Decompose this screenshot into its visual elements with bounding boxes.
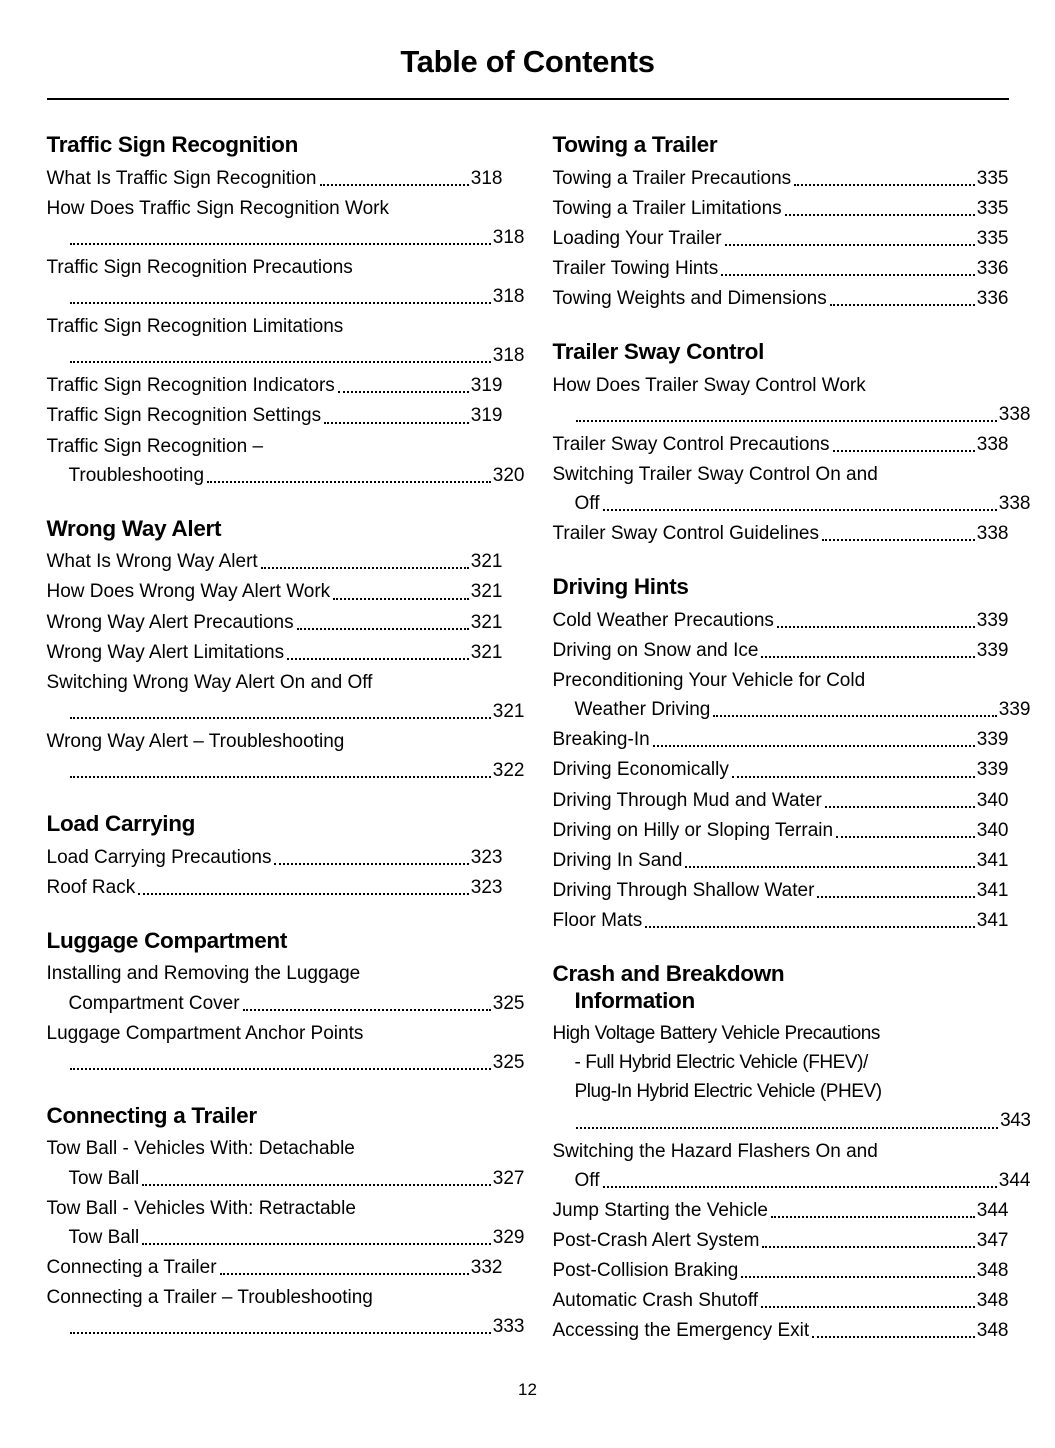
toc-entry-line: How Does Trailer Sway Control Work xyxy=(552,374,866,396)
toc-entry-page: 344 xyxy=(976,1199,1009,1221)
toc-entry-page: 323 xyxy=(470,876,503,898)
dot-leader xyxy=(142,1242,491,1245)
toc-entry-leader xyxy=(47,165,503,193)
toc-entry-label: Trailer Sway Control Precautions xyxy=(552,433,830,455)
toc-entry-leader xyxy=(47,1254,503,1282)
toc-entry[interactable] xyxy=(553,877,1009,905)
toc-entry-page: 320 xyxy=(492,464,525,486)
dot-leader xyxy=(771,1215,975,1218)
toc-section-heading: Connecting a Trailer xyxy=(46,1102,257,1128)
toc-entry[interactable] xyxy=(46,1135,525,1192)
toc-entry-line: Connecting a Trailer – Troubleshooting xyxy=(46,1287,373,1309)
toc-entry[interactable] xyxy=(553,431,1009,459)
dot-leader xyxy=(761,655,974,658)
dot-leader xyxy=(324,421,469,424)
toc-entry[interactable] xyxy=(553,1257,1009,1285)
toc-entry-page: 335 xyxy=(976,197,1009,219)
toc-entry-leader xyxy=(47,1224,525,1252)
dot-leader xyxy=(297,627,469,630)
toc-section-heading: Luggage Compartment xyxy=(46,927,288,953)
toc-entry[interactable] xyxy=(552,461,1031,518)
toc-entry-leader xyxy=(553,1257,1009,1285)
toc-entry-leader xyxy=(47,698,525,726)
toc-entry-page: 319 xyxy=(470,405,503,427)
toc-entry[interactable] xyxy=(552,1138,1031,1195)
toc-entry-label: Automatic Crash Shutoff xyxy=(552,1290,759,1312)
toc-entry[interactable] xyxy=(553,255,1009,283)
toc-entry-label: Jump Starting the Vehicle xyxy=(552,1199,768,1221)
toc-entry-leader xyxy=(553,756,1009,784)
toc-entry-leader xyxy=(47,342,525,370)
toc-entry-page: 348 xyxy=(976,1320,1009,1342)
dot-leader xyxy=(261,566,469,569)
toc-entry[interactable] xyxy=(553,520,1009,548)
toc-entry-page: 338 xyxy=(998,403,1031,425)
toc-entry-leader xyxy=(553,225,1009,253)
toc-entry-leader xyxy=(47,283,525,311)
toc-entry[interactable] xyxy=(553,907,1009,935)
toc-entry[interactable] xyxy=(552,667,1031,724)
toc-entry-line: Luggage Compartment Anchor Points xyxy=(46,1022,364,1044)
dot-leader xyxy=(333,597,469,600)
toc-entry-leader xyxy=(553,1227,1009,1255)
toc-entry-leader xyxy=(553,726,1009,754)
toc-entry-leader xyxy=(47,990,525,1018)
toc-entry-page: 344 xyxy=(998,1169,1031,1191)
toc-right-column xyxy=(552,132,1031,1347)
dot-leader xyxy=(70,242,491,245)
toc-entry[interactable] xyxy=(553,1227,1009,1255)
dot-leader xyxy=(645,925,975,928)
toc-entry-page: 325 xyxy=(492,992,525,1014)
toc-entry-leader xyxy=(47,1049,525,1077)
toc-entry-line: Switching Wrong Way Alert On and Off xyxy=(46,671,373,693)
toc-entry-label: Weather Driving xyxy=(574,699,711,721)
toc-entry-leader xyxy=(47,372,503,400)
dot-leader xyxy=(142,1183,491,1186)
toc-entry-label: Breaking-In xyxy=(552,729,650,751)
toc-entry-line: Switching Trailer Sway Control On and xyxy=(552,463,878,485)
toc-entry-leader xyxy=(553,787,1009,815)
toc-entry-page: 341 xyxy=(976,909,1009,931)
toc-section-heading: Trailer Sway Control xyxy=(552,339,765,365)
dot-leader xyxy=(741,1275,974,1278)
toc-entry-leader xyxy=(47,224,525,252)
toc-entry-label: Accessing the Emergency Exit xyxy=(552,1320,810,1342)
toc-entry-leader xyxy=(553,877,1009,905)
toc-entry[interactable] xyxy=(47,844,503,872)
toc-entry-page: 325 xyxy=(492,1051,525,1073)
toc-entry-page: 339 xyxy=(998,699,1031,721)
toc-entry[interactable] xyxy=(553,817,1009,845)
toc-entry-line: Installing and Removing the Luggage xyxy=(46,963,361,985)
toc-entry-leader xyxy=(553,607,1009,635)
dot-leader xyxy=(836,835,975,838)
toc-entry-page: 341 xyxy=(976,849,1009,871)
toc-entry-page: 339 xyxy=(976,729,1009,751)
toc-entry[interactable] xyxy=(553,637,1009,665)
toc-left-column xyxy=(46,132,525,1347)
toc-entry-line: Tow Ball - Vehicles With: Retractable xyxy=(46,1197,356,1219)
toc-entry-leader xyxy=(553,1107,1031,1135)
toc-entry-label: Driving on Hilly or Sloping Terrain xyxy=(552,819,834,841)
toc-section-heading-line: Crash and Breakdown xyxy=(552,961,785,987)
toc-entry[interactable] xyxy=(553,165,1009,193)
toc-entry-leader xyxy=(47,578,503,606)
toc-entry-label: Off xyxy=(574,1169,600,1191)
toc-entry-page: 348 xyxy=(976,1260,1009,1282)
toc-entry-label: Driving Through Mud and Water xyxy=(552,789,822,811)
toc-entry[interactable] xyxy=(553,1197,1009,1225)
toc-entry-label: Trailer Sway Control Guidelines xyxy=(552,523,819,545)
toc-entry[interactable] xyxy=(553,756,1009,784)
toc-entry-line: Preconditioning Your Vehicle for Cold xyxy=(552,670,866,692)
toc-entry[interactable] xyxy=(553,285,1009,313)
toc-entry-page: 318 xyxy=(492,226,525,248)
toc-entry-leader xyxy=(47,874,503,902)
dot-leader xyxy=(603,1185,997,1188)
dot-leader xyxy=(207,480,491,483)
toc-entry[interactable] xyxy=(46,1284,525,1341)
dot-leader xyxy=(220,1272,469,1275)
toc-entry[interactable] xyxy=(47,639,503,667)
toc-entry-leader xyxy=(553,847,1009,875)
toc-entry-leader xyxy=(553,520,1009,548)
toc-entry-line: - Full Hybrid Electric Vehicle (FHEV)/ xyxy=(574,1052,868,1074)
dot-leader xyxy=(833,449,975,452)
toc-section-heading: Driving Hints xyxy=(552,574,689,600)
toc-entry-label: Driving In Sand xyxy=(552,849,683,871)
toc-entry-page: 321 xyxy=(492,700,525,722)
toc-entry-label: Troubleshooting xyxy=(68,464,205,486)
dot-leader xyxy=(338,390,469,393)
toc-entry[interactable] xyxy=(47,609,503,637)
toc-entry-page: 336 xyxy=(976,257,1009,279)
toc-entry-page: 340 xyxy=(976,819,1009,841)
toc-entry-label: Tow Ball xyxy=(68,1167,140,1189)
toc-entry-label: Traffic Sign Recognition Settings xyxy=(46,405,322,427)
toc-entry[interactable] xyxy=(47,578,503,606)
toc-entry-line: Traffic Sign Recognition – xyxy=(46,435,264,457)
toc-entry-line: How Does Traffic Sign Recognition Work xyxy=(46,197,390,219)
dot-leader xyxy=(817,895,974,898)
toc-entry[interactable] xyxy=(46,313,525,370)
dot-leader xyxy=(762,1245,974,1248)
dot-leader xyxy=(761,1305,975,1308)
dot-leader xyxy=(70,716,491,719)
toc-section-heading: Load Carrying xyxy=(46,811,196,837)
toc-entry-page: 318 xyxy=(470,167,503,189)
dot-leader xyxy=(822,538,975,541)
toc-entry[interactable] xyxy=(46,960,525,1017)
toc-entry-label: Connecting a Trailer xyxy=(46,1256,217,1278)
dot-leader xyxy=(830,303,975,306)
dot-leader xyxy=(794,183,975,186)
toc-entry-label: Towing Weights and Dimensions xyxy=(552,287,827,309)
toc-entry-page: 336 xyxy=(976,287,1009,309)
toc-entry-label: Loading Your Trailer xyxy=(552,227,722,249)
toc-entry-page: 321 xyxy=(470,611,503,633)
toc-entry-leader xyxy=(553,255,1009,283)
toc-entry-leader xyxy=(553,1197,1009,1225)
toc-entry-page: 348 xyxy=(976,1290,1009,1312)
toc-entry-label: Driving on Snow and Ice xyxy=(552,639,759,661)
dot-leader xyxy=(721,273,975,276)
dot-leader xyxy=(576,1126,999,1129)
toc-entry-page: 340 xyxy=(976,789,1009,811)
toc-entry-label: Tow Ball xyxy=(68,1226,140,1248)
dot-leader xyxy=(70,775,491,778)
toc-entry-page: 335 xyxy=(976,227,1009,249)
toc-entry-label: Towing a Trailer Precautions xyxy=(552,167,792,189)
toc-entry[interactable] xyxy=(47,402,503,430)
toc-entry-page: 333 xyxy=(492,1316,525,1338)
toc-entry-page: 338 xyxy=(998,493,1031,515)
toc-entry-leader xyxy=(47,609,503,637)
dot-leader xyxy=(732,775,975,778)
toc-entry[interactable] xyxy=(47,548,503,576)
toc-entry-leader xyxy=(553,637,1009,665)
toc-entry-leader xyxy=(553,817,1009,845)
toc-entry-leader xyxy=(553,1317,1009,1345)
toc-entry-page: 335 xyxy=(976,167,1009,189)
toc-entry-leader xyxy=(553,696,1031,724)
toc-entry-leader xyxy=(47,639,503,667)
toc-entry[interactable] xyxy=(46,195,525,252)
toc-entry-page: 327 xyxy=(492,1167,525,1189)
toc-entry-page: 339 xyxy=(976,639,1009,661)
toc-entry[interactable] xyxy=(553,225,1009,253)
toc-entry-label: Wrong Way Alert Limitations xyxy=(46,641,285,663)
toc-entry[interactable] xyxy=(553,1287,1009,1315)
toc-entry-leader xyxy=(47,402,503,430)
toc-entry[interactable] xyxy=(553,607,1009,635)
toc-entry-label: How Does Wrong Way Alert Work xyxy=(46,581,331,603)
page-title: Table of Contents xyxy=(400,44,655,79)
toc-entry-label: Compartment Cover xyxy=(68,992,240,1014)
toc-section-heading-line: Information xyxy=(574,987,695,1013)
toc-entry-line: Tow Ball - Vehicles With: Detachable xyxy=(46,1138,355,1160)
toc-entry-line: Plug-In Hybrid Electric Vehicle (PHEV) xyxy=(574,1081,882,1103)
toc-entry-label: Load Carrying Precautions xyxy=(46,846,272,868)
toc-entry-label: Off xyxy=(574,493,600,515)
toc-entry-line: High Voltage Battery Vehicle Precautions xyxy=(552,1023,880,1045)
toc-entry-label: Wrong Way Alert Precautions xyxy=(46,611,294,633)
toc-entry-page: 343 xyxy=(1000,1110,1031,1132)
toc-entry-page: 321 xyxy=(470,551,503,573)
toc-entry-page: 322 xyxy=(492,760,525,782)
toc-section-heading xyxy=(553,961,1009,1014)
toc-section-heading: Traffic Sign Recognition xyxy=(46,132,299,157)
toc-entry-leader xyxy=(553,907,1009,935)
toc-entry[interactable] xyxy=(46,669,525,726)
dot-leader xyxy=(320,183,469,186)
toc-entry-page: 319 xyxy=(470,375,503,397)
toc-entry-leader xyxy=(47,462,525,490)
dot-leader xyxy=(243,1008,491,1011)
toc-entry-leader xyxy=(47,844,503,872)
toc-entry[interactable] xyxy=(46,254,525,311)
toc-section-heading: Towing a Trailer xyxy=(552,132,718,157)
dot-leader xyxy=(785,213,975,216)
toc-entry-line: Traffic Sign Recognition Limitations xyxy=(46,316,344,338)
toc-columns xyxy=(46,100,1031,1347)
page-number: 12 xyxy=(518,1380,537,1399)
toc-entry[interactable] xyxy=(553,787,1009,815)
toc-entry-leader xyxy=(553,165,1009,193)
dot-leader xyxy=(825,805,975,808)
toc-entry[interactable] xyxy=(552,1020,1031,1135)
toc-entry-page: 321 xyxy=(470,641,503,663)
toc-entry-page: 318 xyxy=(492,345,525,367)
toc-entry[interactable] xyxy=(47,372,503,400)
toc-entry[interactable] xyxy=(46,728,525,785)
toc-entry-label: Post-Crash Alert System xyxy=(552,1229,760,1251)
toc-entry[interactable] xyxy=(46,1020,525,1077)
toc-entry-page: 329 xyxy=(492,1226,525,1248)
toc-entry[interactable] xyxy=(46,433,525,490)
dot-leader xyxy=(685,865,974,868)
toc-entry-page: 318 xyxy=(492,285,525,307)
toc-entry-label: What Is Traffic Sign Recognition xyxy=(46,167,317,189)
toc-entry-page: 338 xyxy=(976,523,1009,545)
toc-entry-line: Traffic Sign Recognition Precautions xyxy=(46,256,353,278)
toc-entry-leader xyxy=(553,1287,1009,1315)
toc-entry[interactable] xyxy=(46,1195,525,1252)
dot-leader xyxy=(725,243,975,246)
dot-leader xyxy=(576,419,997,422)
toc-entry-page: 321 xyxy=(470,581,503,603)
toc-entry-leader xyxy=(553,1167,1031,1195)
toc-entry-page: 347 xyxy=(976,1229,1009,1251)
toc-entry-leader xyxy=(47,1165,525,1193)
toc-entry-leader xyxy=(553,195,1009,223)
dot-leader xyxy=(603,508,997,511)
toc-entry-label: Post-Collision Braking xyxy=(552,1260,739,1282)
toc-entry-label: What Is Wrong Way Alert xyxy=(46,551,258,573)
toc-entry-leader xyxy=(47,548,503,576)
dot-leader xyxy=(777,625,975,628)
dot-leader xyxy=(70,1067,491,1070)
toc-entry-label: Trailer Towing Hints xyxy=(552,257,719,279)
dot-leader xyxy=(138,892,469,895)
dot-leader xyxy=(70,301,491,304)
toc-entry-label: Driving Through Shallow Water xyxy=(552,879,815,901)
toc-entry[interactable] xyxy=(47,874,503,902)
toc-section-heading: Wrong Way Alert xyxy=(46,515,222,541)
toc-entry-page: 341 xyxy=(976,879,1009,901)
dot-leader xyxy=(274,862,468,865)
dot-leader xyxy=(287,657,469,660)
toc-entry-label: Driving Economically xyxy=(552,759,729,781)
toc-entry-page: 339 xyxy=(976,609,1009,631)
toc-entry-leader xyxy=(553,490,1031,518)
dot-leader xyxy=(70,360,491,363)
dot-leader xyxy=(653,744,975,747)
toc-entry[interactable] xyxy=(553,195,1009,223)
toc-entry-page: 323 xyxy=(470,846,503,868)
toc-entry[interactable] xyxy=(553,1317,1009,1345)
toc-entry-page: 339 xyxy=(976,759,1009,781)
toc-entry-leader xyxy=(553,431,1009,459)
toc-entry[interactable] xyxy=(47,165,503,193)
toc-entry-leader xyxy=(553,285,1009,313)
toc-entry-leader xyxy=(47,1313,525,1341)
toc-entry[interactable] xyxy=(553,726,1009,754)
toc-entry-page: 332 xyxy=(470,1256,503,1278)
toc-entry-leader xyxy=(553,401,1031,429)
dot-leader xyxy=(812,1335,975,1338)
toc-entry[interactable] xyxy=(552,372,1031,429)
toc-entry-label: Cold Weather Precautions xyxy=(552,609,774,631)
dot-leader xyxy=(70,1331,491,1334)
toc-entry-label: Towing a Trailer Limitations xyxy=(552,197,782,219)
toc-entry-label: Floor Mats xyxy=(552,909,643,931)
toc-entry-line: Switching the Hazard Flashers On and xyxy=(552,1140,878,1162)
dot-leader xyxy=(713,714,996,717)
toc-entry-line: Wrong Way Alert – Troubleshooting xyxy=(46,730,345,752)
toc-entry-label: Traffic Sign Recognition Indicators xyxy=(46,375,335,397)
toc-entry-label: Roof Rack xyxy=(46,876,136,898)
toc-entry[interactable] xyxy=(47,1254,503,1282)
toc-entry[interactable] xyxy=(553,847,1009,875)
toc-entry-leader xyxy=(47,757,525,785)
toc-entry-page: 338 xyxy=(976,433,1009,455)
